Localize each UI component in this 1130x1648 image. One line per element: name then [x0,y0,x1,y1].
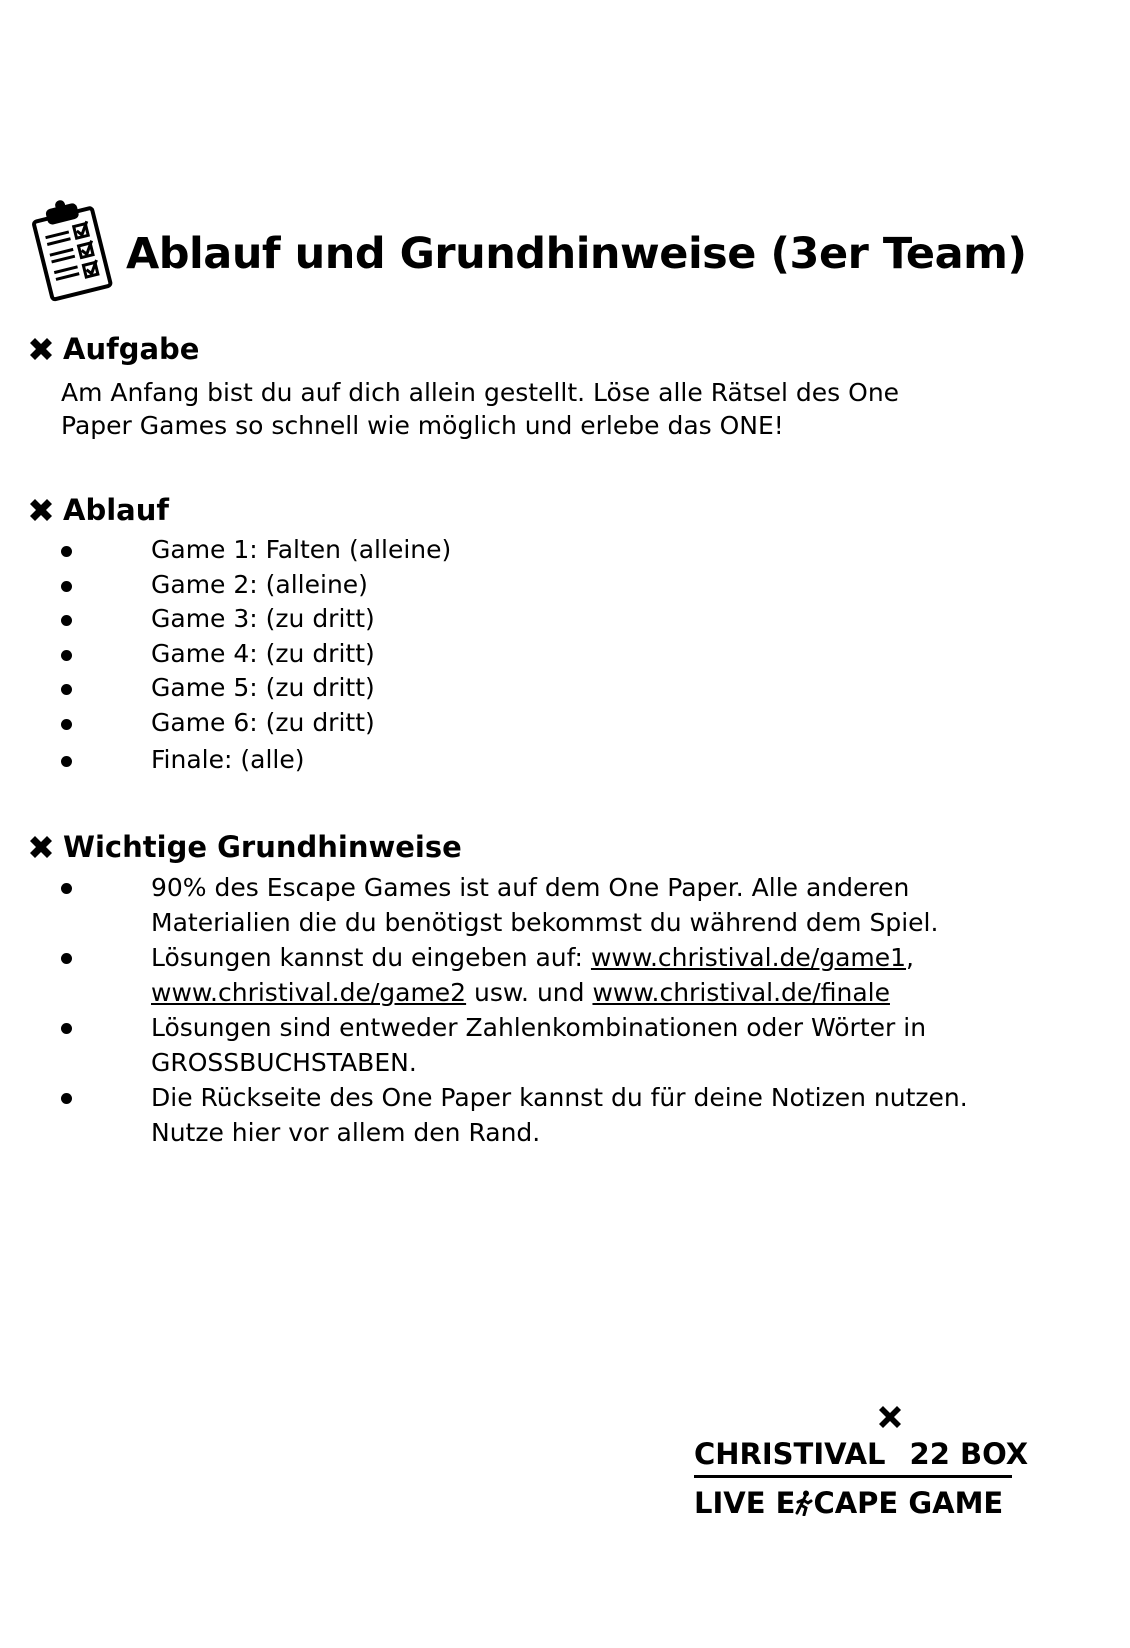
ablauf-list [26,533,1026,778]
cross-icon [26,832,56,862]
bullet-icon [61,883,72,894]
link-finale[interactable]: www.christival.de/finale [592,978,890,1007]
bullet-icon [61,1093,72,1104]
section-heading [26,830,1026,864]
list-item: Game 6: (zu dritt) [26,706,981,741]
page-header [28,198,1027,302]
list-item: Game 4: (zu dritt) [26,637,981,672]
section-aufgabe [26,332,1026,442]
cross-icon [26,334,56,364]
list-item: Game 2: (alleine) [26,568,981,603]
link-game2[interactable]: www.christival.de/game2 [151,978,467,1007]
section-heading [26,493,1026,527]
section-hinweise [26,830,1026,1150]
aufgabe-text: Am Anfang bist du auf dich allein gestellt. Löse alle Rätsel des One Paper Games so schnell wie möglich und erlebe das ONE! [61,378,900,440]
list-item: Lösungen kannst du eingeben auf: www.christival.de/game1, www.christival.de/game2 usw. und www.christival.de/finale [26,940,981,1010]
hinweise-list [26,870,1026,1150]
list-item: 90% des Escape Games ist auf dem One Paper. Alle anderen Materialien die du benötigst bekommst du während dem Spiel. [26,870,981,940]
section-heading [26,332,1026,366]
section-title: Ablauf [63,493,169,527]
list-item: Game 3: (zu dritt) [26,602,981,637]
running-figure-icon [795,1490,813,1516]
bullet-icon [61,1023,72,1034]
brand-logo [694,1437,1029,1520]
bullet-icon [61,615,72,626]
bullet-icon [61,684,72,695]
cross-icon [26,495,56,525]
bullet-icon [61,581,72,592]
list-item: Game 1: Falten (alleine) [26,533,981,568]
page-title: Ablauf und Grundhinweise (3er Team) [126,229,1027,279]
list-item: Game 5: (zu dritt) [26,671,981,706]
link-game1[interactable]: www.christival.de/game1 [590,943,907,972]
bullet-icon [61,719,72,730]
section-ablauf [26,493,1026,778]
list-item: Lösungen sind entweder Zahlenkombinationen oder Wörter in GROSSBUCHSTABEN. [26,1010,981,1080]
logo-line-2: LIVE E CAPE GAME [694,1486,1004,1520]
bullet-icon [61,546,72,557]
clipboard-checklist-icon [28,198,114,302]
section-title: Aufgabe [63,332,200,366]
bullet-icon [61,650,72,661]
list-item: Die Rückseite des One Paper kannst du für deine Notizen nutzen. Nutze hier vor allem den Rand. [26,1080,981,1150]
section-title: Wichtige Grundhinweise [63,830,462,864]
bullet-icon [61,953,72,964]
bullet-icon [61,756,72,767]
list-item: Finale: (alle) [26,743,981,778]
logo-line-1: CHRISTIVAL 22 BOX [694,1437,1012,1478]
cross-mark-icon [876,1403,904,1431]
